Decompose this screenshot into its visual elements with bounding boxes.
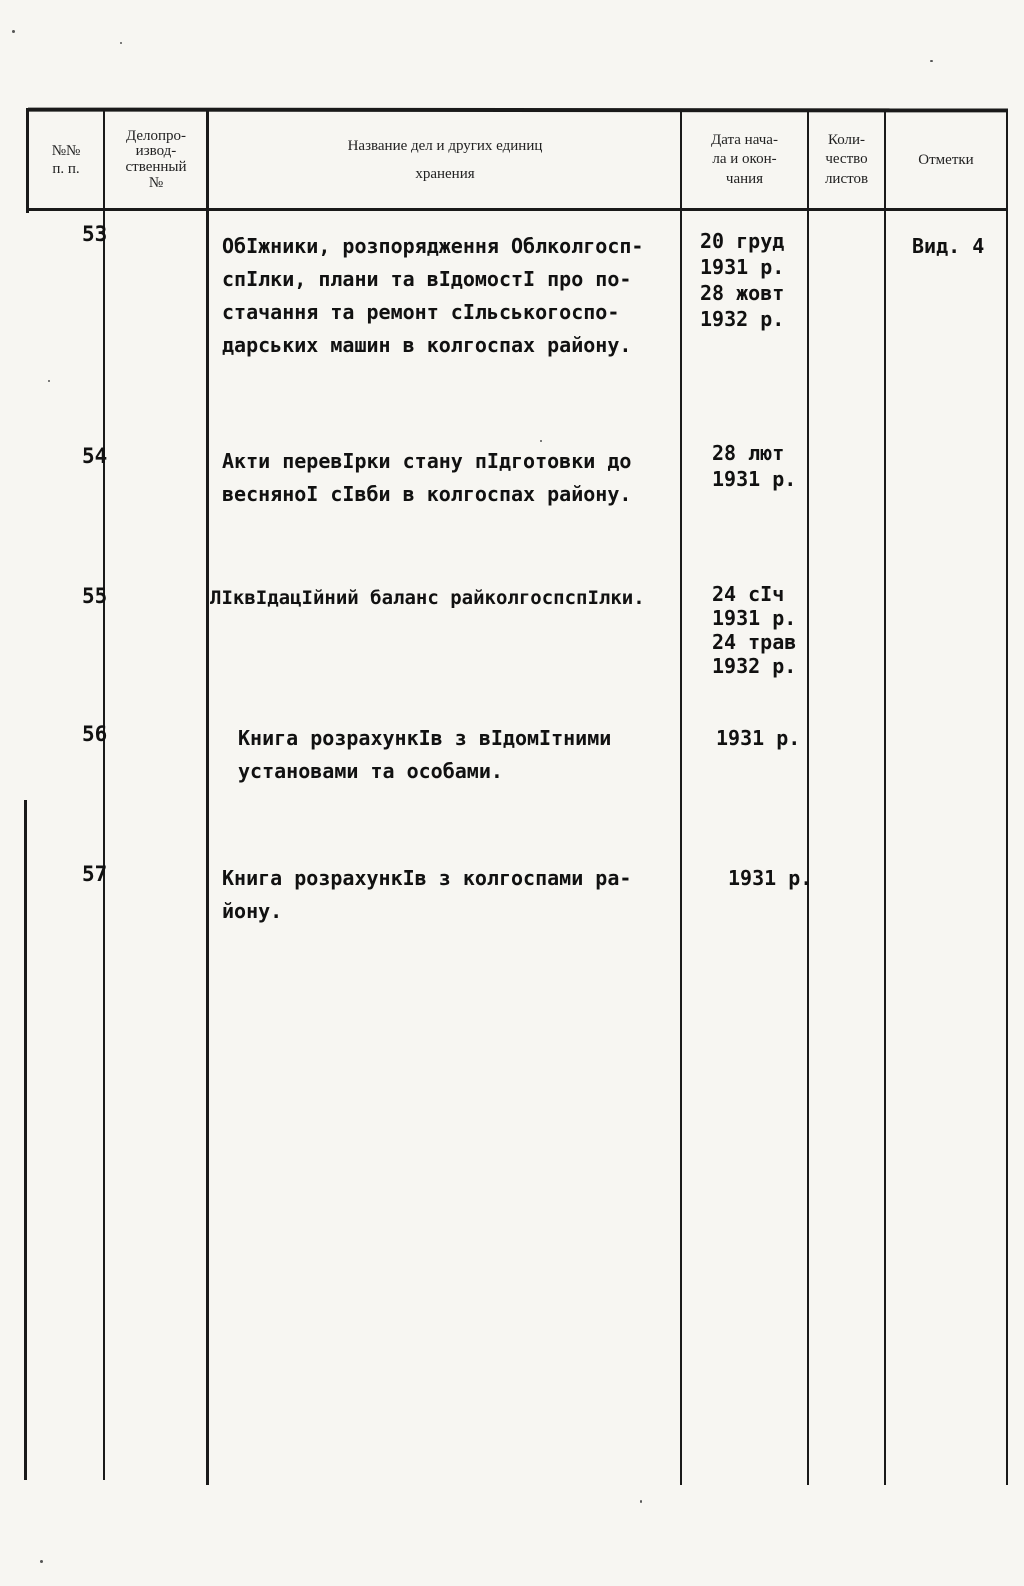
row-number: 56 bbox=[82, 722, 108, 746]
scan-speck bbox=[12, 30, 15, 33]
row-number: 55 bbox=[82, 584, 108, 608]
header-sheets: Коли- чество листов bbox=[824, 131, 869, 187]
row-notes: Вид. 4 bbox=[912, 234, 985, 258]
row-number: 54 bbox=[82, 444, 108, 468]
scan-speck bbox=[40, 1560, 43, 1563]
header-office-number: Делопро- извод- ственный № bbox=[125, 127, 187, 191]
col-divider-2 bbox=[206, 110, 209, 1485]
row-dates: 24 сІч 1931 р. 24 трав 1932 р. bbox=[712, 582, 797, 678]
header-number: №№ п. п. bbox=[51, 143, 81, 177]
row-number: 53 bbox=[82, 222, 108, 246]
table-top-border bbox=[28, 108, 1008, 113]
header-dates: Дата нача- ла и окон- чания bbox=[711, 131, 778, 187]
col-divider-4 bbox=[807, 110, 809, 1485]
scan-speck bbox=[48, 380, 50, 382]
row-title: Акти перевІрки стану пІдготовки до весняноІ сІвби в колгоспах району. bbox=[222, 449, 632, 506]
left-border bbox=[26, 108, 29, 213]
row-dates: 28 лют 1931 р. bbox=[712, 441, 797, 491]
row-dates: 1931 р. bbox=[716, 726, 801, 750]
col-divider-1 bbox=[103, 110, 105, 1480]
right-border bbox=[1006, 110, 1008, 1485]
row-title: ОбІжники, розпорядження Облколгосп- спІлки, плани та вІдомостІ про по- стачання та ремонт сІльськогоспо- дарських машин в колгоспах району. bbox=[222, 234, 644, 357]
row-title: ЛІквІдацІйний баланс райколгоспспІлки. bbox=[210, 587, 645, 609]
header-notes: Отметки bbox=[918, 152, 974, 168]
scan-speck bbox=[930, 60, 933, 62]
row-title: Книга розрахункІв з колгоспами ра- йону. bbox=[222, 866, 632, 923]
col-divider-3 bbox=[680, 110, 682, 1485]
row-number: 57 bbox=[82, 862, 108, 886]
row-dates: 20 груд 1931 р. 28 жовт 1932 р. bbox=[700, 229, 785, 331]
col-divider-5 bbox=[884, 110, 886, 1485]
header-title: Название дел и других единиц хранения bbox=[347, 137, 543, 182]
row-dates: 1931 р. bbox=[728, 866, 813, 890]
left-border-lower bbox=[24, 800, 27, 1480]
row-title: Книга розрахункІв з вІдомІтними установами та особами. bbox=[238, 726, 612, 783]
header-bottom-border bbox=[28, 208, 1008, 211]
scan-speck bbox=[120, 42, 122, 44]
scan-speck bbox=[640, 1500, 642, 1503]
scan-speck bbox=[540, 440, 542, 442]
